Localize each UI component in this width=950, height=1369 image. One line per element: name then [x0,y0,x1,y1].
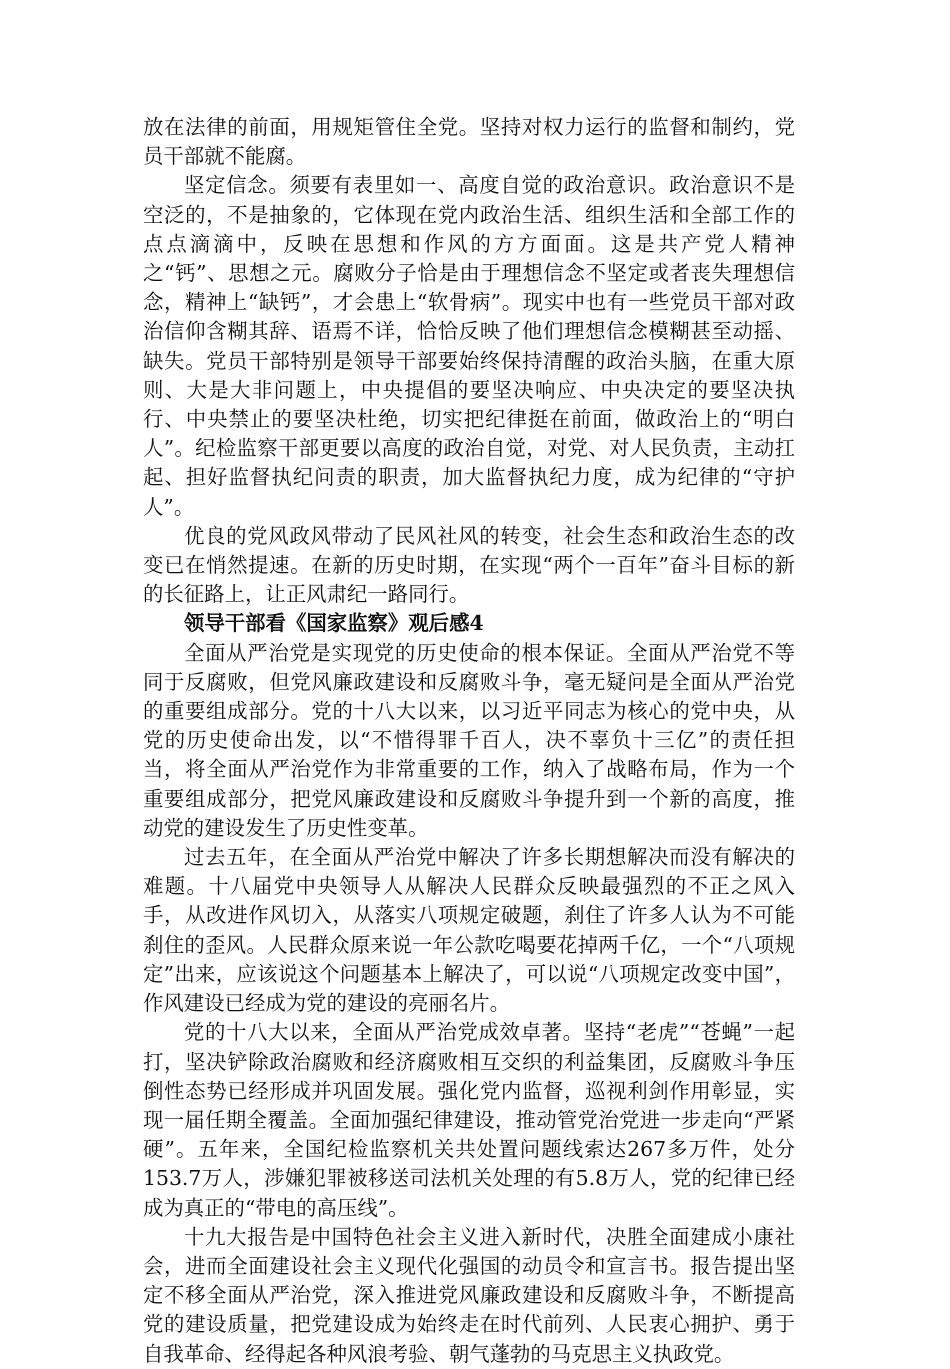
paragraph-firm-belief: 坚定信念。须要有表里如一、高度自觉的政治意识。政治意识不是空泛的，不是抽象的，它体现在党内政治生活、组织生活和全部工作的点点滴滴中，反映在思想和作风的方方面面。这是共产党人精神之“钙”、思想之元。腐败分子恰是由于理想信念不坚定或者丧失理想信念，精神上“缺钙”，才会患上“软骨病”。现实中也有一些党员干部对政治信仰含糊其辞、语焉不详，恰恰反映了他们理想信念模糊甚至动摇、缺失。党员干部特别是领导干部要始终保持清醒的政治头脑，在重大原则、大是大非问题上，中央提倡的要坚决响应、中央决定的要坚决执行、中央禁止的要坚决杜绝，切实把纪律挺在前面，做政治上的“明白人”。纪检监察干部更要以高度的政治自觉，对党、对人民负责，主动扛起、担好监督执纪问责的职责，加大监督执纪力度，成为纪律的“守护人”。 [143,173,795,519]
section-heading: 领导干部看《国家监察》观后感4 [184,611,484,636]
paragraph-continuation: 放在法律的前面，用规矩管住全党。坚持对权力运行的监督和制约，党员干部就不能腐。 [143,115,795,169]
paragraph-past-five-years: 过去五年，在全面从严治党中解决了许多长期想解决而没有解决的难题。十八届党中央领导人从解决人民群众反映最强烈的不正之风入手，从改进作风切入，从落实八项规定破题，刹住了许多人认为不可能刹住的歪风。人民群众原来说一年公款吃喝要花掉两千亿，一个“八项规定”出来，应该说这个问题基本上解决了，可以说“八项规定改变中国”，作风建设已经成为党的建设的亮丽名片。 [143,845,795,1016]
paragraph-strict-governance: 全面从严治党是实现党的历史使命的根本保证。全面从严治党不等同于反腐败，但党风廉政建设和反腐败斗争，毫无疑问是全面从严治党的重要组成部分。党的十八大以来，以习近平同志为核心的党中央，从党的历史使命出发，以“不惜得罪千百人，决不辜负十三亿”的责任担当，将全面从严治党作为非常重要的工作，纳入了战略布局，作为一个重要组成部分，把党风廉政建设和反腐败斗争提升到一个新的高度，推动党的建设发生了历史性变革。 [143,640,795,840]
document-body [143,113,795,1369]
paragraph-nineteenth-report: 十九大报告是中国特色社会主义进入新时代，决胜全面建成小康社会，进而全面建设社会主义现代化强国的动员令和宣言书。报告提出坚定不移全面从严治党，深入推进党风廉政建设和反腐败斗争，不断提高党的建设质量，把党建设成为始终走在时代前列、人民衷心拥护、勇于自我革命、经得起各种风浪考验、朝气蓬勃的马克思主义执政党。 [143,1224,795,1366]
paragraph-party-style: 优良的党风政风带动了民风社风的转变，社会生态和政治生态的改变已在悄然提速。在新的历史时期，在实现“两个一百年”奋斗目标的新的长征路上，让正风肃纪一路同行。 [143,523,795,607]
paragraph-eighteenth-congress: 党的十八大以来，全面从严治党成效卓著。坚持“老虎”“苍蝇”一起打，坚决铲除政治腐败和经济腐败相互交织的利益集团，反腐败斗争压倒性态势已经形成并巩固发展。强化党内监督，巡视利剑作用彰显，实现一届任期全覆盖。全面加强纪律建设，推动管党治党进一步走向“严紧硬”。五年来，全国纪检监察机关共处置问题线索达267多万件，处分153.7万人，涉嫌犯罪被移送司法机关处理的有5.8万人，党的纪律已经成为真正的“带电的高压线”。 [143,1020,795,1220]
